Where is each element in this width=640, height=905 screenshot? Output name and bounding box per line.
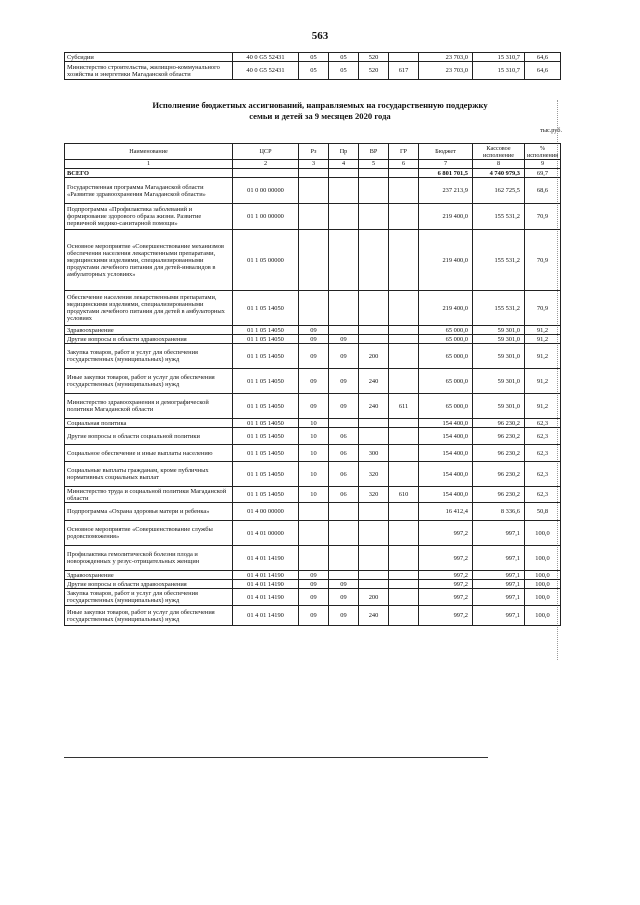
cell-name: Министерство строительства, жилищно-коммунального хозяйства и энергетики Магаданской области bbox=[65, 62, 233, 80]
cell-pct: 100,0 bbox=[525, 589, 561, 606]
cell-csr: 01 1 05 14050 bbox=[233, 291, 299, 326]
cell-csr: 40 0 G5 52431 bbox=[233, 53, 299, 62]
cell-rz: 09 bbox=[299, 606, 329, 626]
cell-vr bbox=[359, 326, 389, 335]
cell-pr bbox=[329, 204, 359, 230]
cell-name: Основное мероприятие «Совершенствование службы родовспоможения» bbox=[65, 521, 233, 546]
table-row bbox=[65, 428, 561, 445]
cell-name: Социальное обеспечение и иные выплаты населению bbox=[65, 445, 233, 462]
cell-rz: 09 bbox=[299, 369, 329, 394]
cell-csr: 01 1 05 14050 bbox=[233, 462, 299, 487]
cell-pct: 91,2 bbox=[525, 394, 561, 419]
cell-vr: 240 bbox=[359, 394, 389, 419]
report-title bbox=[100, 100, 540, 122]
cell-cash: 997,1 bbox=[473, 580, 525, 589]
cell-pr bbox=[329, 503, 359, 521]
cell-cash: 59 301,0 bbox=[473, 369, 525, 394]
cell-pr bbox=[329, 169, 359, 178]
cell-vr bbox=[359, 291, 389, 326]
cell-csr: 01 4 01 14190 bbox=[233, 589, 299, 606]
cell-pr: 09 bbox=[329, 606, 359, 626]
cell-budget: 219 400,0 bbox=[419, 230, 473, 291]
cell-gr bbox=[389, 53, 419, 62]
cell-rz: 09 bbox=[299, 335, 329, 344]
cell-cash: 96 230,2 bbox=[473, 445, 525, 462]
cell-rz: 09 bbox=[299, 580, 329, 589]
cell-vr bbox=[359, 419, 389, 428]
column-number: 9 bbox=[525, 160, 561, 169]
table-row bbox=[65, 589, 561, 606]
column-number: 1 bbox=[65, 160, 233, 169]
cell-pct: 69,7 bbox=[525, 169, 561, 178]
cell-csr: 01 4 00 00000 bbox=[233, 503, 299, 521]
cell-cash: 997,1 bbox=[473, 589, 525, 606]
cell-pct: 50,8 bbox=[525, 503, 561, 521]
cell-budget: 997,2 bbox=[419, 589, 473, 606]
cell-gr bbox=[389, 204, 419, 230]
cell-pct: 100,0 bbox=[525, 580, 561, 589]
cell-name: Иные закупки товаров, работ и услуг для обеспечения государственных (муниципальных) нужд bbox=[65, 606, 233, 626]
cell-budget: 154 400,0 bbox=[419, 428, 473, 445]
cell-vr bbox=[359, 204, 389, 230]
cell-rz: 10 bbox=[299, 445, 329, 462]
cell-cash: 155 531,2 bbox=[473, 204, 525, 230]
cell-name: Другие вопросы в области здравоохранения bbox=[65, 335, 233, 344]
cell-budget: 997,2 bbox=[419, 521, 473, 546]
cell-pct: 64,6 bbox=[525, 62, 561, 80]
cell-name: Субсидии bbox=[65, 53, 233, 62]
cell-budget: 6 801 701,5 bbox=[419, 169, 473, 178]
cell-csr: 01 4 01 14190 bbox=[233, 606, 299, 626]
cell-csr: 01 0 00 00000 bbox=[233, 178, 299, 204]
page-number: 563 bbox=[311, 30, 329, 42]
cell-pct: 70,9 bbox=[525, 291, 561, 326]
cell-budget: 154 400,0 bbox=[419, 487, 473, 503]
cell-vr: 300 bbox=[359, 445, 389, 462]
table-row bbox=[65, 53, 561, 62]
cell-vr: 200 bbox=[359, 589, 389, 606]
cell-gr bbox=[389, 580, 419, 589]
table-row bbox=[65, 178, 561, 204]
cell-gr bbox=[389, 589, 419, 606]
cell-pr bbox=[329, 546, 359, 571]
cell-vr: 520 bbox=[359, 53, 389, 62]
cell-name: Основное мероприятие «Совершенствование механизмов обеспечения населения лекарственными препаратами, медицинскими изделиями, специализированными продуктами лечебного питания для детей-инвалидов в амбулаторных условиях» bbox=[65, 230, 233, 291]
cell-gr: 611 bbox=[389, 394, 419, 419]
cell-pct: 91,2 bbox=[525, 326, 561, 335]
cell-budget: 65 000,0 bbox=[419, 369, 473, 394]
cell-gr bbox=[389, 169, 419, 178]
cell-pr: 09 bbox=[329, 589, 359, 606]
cell-vr bbox=[359, 503, 389, 521]
cell-gr bbox=[389, 335, 419, 344]
cell-csr: 01 4 01 14190 bbox=[233, 571, 299, 580]
cell-cash: 997,1 bbox=[473, 546, 525, 571]
cell-vr: 320 bbox=[359, 487, 389, 503]
cell-cash: 15 310,7 bbox=[473, 53, 525, 62]
cell-gr bbox=[389, 606, 419, 626]
cell-rz bbox=[299, 521, 329, 546]
cell-csr: 40 0 G5 52431 bbox=[233, 62, 299, 80]
table-row bbox=[65, 580, 561, 589]
cell-cash: 59 301,0 bbox=[473, 326, 525, 335]
footer-rule bbox=[64, 757, 488, 758]
cell-vr bbox=[359, 428, 389, 445]
cell-vr bbox=[359, 169, 389, 178]
cell-gr bbox=[389, 462, 419, 487]
cell-vr bbox=[359, 521, 389, 546]
cell-csr: 01 1 00 00000 bbox=[233, 204, 299, 230]
cell-csr: 01 1 05 14050 bbox=[233, 344, 299, 369]
cell-vr bbox=[359, 546, 389, 571]
header-pr: Пр bbox=[329, 144, 359, 160]
header-name: Наименование bbox=[65, 144, 233, 160]
cell-rz: 10 bbox=[299, 419, 329, 428]
cell-csr: 01 4 01 14190 bbox=[233, 580, 299, 589]
cell-name: Министерство здравоохранения и демографической политики Магаданской области bbox=[65, 394, 233, 419]
cell-cash: 155 531,2 bbox=[473, 230, 525, 291]
cell-rz: 09 bbox=[299, 589, 329, 606]
header-gr: ГР bbox=[389, 144, 419, 160]
table-row bbox=[65, 419, 561, 428]
cell-pr: 05 bbox=[329, 62, 359, 80]
cell-pr: 09 bbox=[329, 394, 359, 419]
table-row bbox=[65, 291, 561, 326]
cell-rz bbox=[299, 291, 329, 326]
cell-gr bbox=[389, 419, 419, 428]
cell-pr bbox=[329, 419, 359, 428]
cell-rz bbox=[299, 178, 329, 204]
header-budget: Бюджет bbox=[419, 144, 473, 160]
cell-name: Другие вопросы в области социальной политики bbox=[65, 428, 233, 445]
cell-cash: 96 230,2 bbox=[473, 428, 525, 445]
cell-budget: 65 000,0 bbox=[419, 326, 473, 335]
cell-csr: 01 1 05 14050 bbox=[233, 326, 299, 335]
table-row bbox=[65, 606, 561, 626]
table-row bbox=[65, 462, 561, 487]
cell-rz: 09 bbox=[299, 571, 329, 580]
table-row bbox=[65, 204, 561, 230]
cell-vr bbox=[359, 580, 389, 589]
cell-rz: 05 bbox=[299, 53, 329, 62]
cell-budget: 154 400,0 bbox=[419, 462, 473, 487]
cell-budget: 154 400,0 bbox=[419, 445, 473, 462]
table-row bbox=[65, 62, 561, 80]
cell-cash: 59 301,0 bbox=[473, 335, 525, 344]
cell-cash: 96 230,2 bbox=[473, 462, 525, 487]
cell-pr: 05 bbox=[329, 53, 359, 62]
cell-name: Иные закупки товаров, работ и услуг для обеспечения государственных (муниципальных) нужд bbox=[65, 369, 233, 394]
cell-vr: 240 bbox=[359, 369, 389, 394]
cell-pr bbox=[329, 291, 359, 326]
header-cash: Кассовое исполнение bbox=[473, 144, 525, 160]
cell-cash: 59 301,0 bbox=[473, 394, 525, 419]
cell-vr bbox=[359, 335, 389, 344]
cell-budget: 997,2 bbox=[419, 580, 473, 589]
cell-rz: 10 bbox=[299, 428, 329, 445]
header-pct: % исполнения bbox=[525, 144, 561, 160]
cell-name: Обеспечение населения лекарственными препаратами, медицинскими изделиями, специализированными продуктами лечебного питания для детей в амбулаторных условиях bbox=[65, 291, 233, 326]
cell-cash: 155 531,2 bbox=[473, 291, 525, 326]
table-header-row bbox=[65, 144, 561, 160]
cell-name: Социальные выплаты гражданам, кроме публичных нормативных социальных выплат bbox=[65, 462, 233, 487]
cell-budget: 16 412,4 bbox=[419, 503, 473, 521]
cell-pct: 91,2 bbox=[525, 344, 561, 369]
cell-vr: 520 bbox=[359, 62, 389, 80]
cell-name: Подпрограмма «Охрана здоровья матери и ребенка» bbox=[65, 503, 233, 521]
column-number-row bbox=[65, 160, 561, 169]
cell-rz: 05 bbox=[299, 62, 329, 80]
cell-pct: 62,3 bbox=[525, 419, 561, 428]
cell-pct: 70,9 bbox=[525, 230, 561, 291]
cell-rz: 10 bbox=[299, 487, 329, 503]
table-row bbox=[65, 487, 561, 503]
cell-name: Закупка товаров, работ и услуг для обеспечения государственных (муниципальных) нужд bbox=[65, 344, 233, 369]
table-row bbox=[65, 326, 561, 335]
cell-gr bbox=[389, 230, 419, 291]
report-title-line2: семьи и детей за 9 месяцев 2020 года bbox=[249, 111, 391, 121]
table-row bbox=[65, 445, 561, 462]
cell-pct: 91,2 bbox=[525, 369, 561, 394]
cell-pr: 09 bbox=[329, 335, 359, 344]
cell-gr bbox=[389, 503, 419, 521]
cell-budget: 219 400,0 bbox=[419, 204, 473, 230]
column-number: 4 bbox=[329, 160, 359, 169]
cell-pct: 64,6 bbox=[525, 53, 561, 62]
table-row bbox=[65, 369, 561, 394]
cell-name: Подпрограмма «Профилактика заболеваний и формирование здорового образа жизни. Развитие первичной медико-санитарной помощи» bbox=[65, 204, 233, 230]
cell-csr: 01 1 05 14050 bbox=[233, 487, 299, 503]
cell-pr bbox=[329, 326, 359, 335]
cell-pct: 100,0 bbox=[525, 521, 561, 546]
cell-vr bbox=[359, 230, 389, 291]
column-number: 7 bbox=[419, 160, 473, 169]
cell-csr: 01 1 05 14050 bbox=[233, 428, 299, 445]
cell-pct: 68,6 bbox=[525, 178, 561, 204]
cell-pr bbox=[329, 230, 359, 291]
cell-pct: 100,0 bbox=[525, 546, 561, 571]
cell-budget: 154 400,0 bbox=[419, 419, 473, 428]
cell-name: Министерство труда и социальной политики Магаданской области bbox=[65, 487, 233, 503]
cell-rz: 09 bbox=[299, 394, 329, 419]
cell-budget: 23 703,0 bbox=[419, 62, 473, 80]
cell-csr: 01 1 05 14050 bbox=[233, 445, 299, 462]
cell-gr bbox=[389, 369, 419, 394]
cell-cash: 96 230,2 bbox=[473, 419, 525, 428]
cell-pr bbox=[329, 521, 359, 546]
cell-gr bbox=[389, 571, 419, 580]
cell-vr bbox=[359, 178, 389, 204]
cell-pct: 100,0 bbox=[525, 571, 561, 580]
column-number: 3 bbox=[299, 160, 329, 169]
cell-vr bbox=[359, 571, 389, 580]
cell-budget: 65 000,0 bbox=[419, 394, 473, 419]
cell-pct: 100,0 bbox=[525, 606, 561, 626]
cell-rz bbox=[299, 546, 329, 571]
cell-cash: 997,1 bbox=[473, 571, 525, 580]
units-label: тыс.руб. bbox=[540, 127, 562, 134]
table-row bbox=[65, 394, 561, 419]
cell-budget: 65 000,0 bbox=[419, 335, 473, 344]
header-csr: ЦСР bbox=[233, 144, 299, 160]
cell-cash: 997,1 bbox=[473, 521, 525, 546]
cell-budget: 237 213,9 bbox=[419, 178, 473, 204]
cell-rz: 10 bbox=[299, 462, 329, 487]
table-row bbox=[65, 503, 561, 521]
cell-pr: 06 bbox=[329, 445, 359, 462]
cell-gr bbox=[389, 521, 419, 546]
cell-cash: 8 336,6 bbox=[473, 503, 525, 521]
cell-pct: 91,2 bbox=[525, 335, 561, 344]
cell-pct: 62,3 bbox=[525, 462, 561, 487]
cell-csr: 01 1 05 14050 bbox=[233, 419, 299, 428]
cell-rz bbox=[299, 230, 329, 291]
cell-name: Государственная программа Магаданской области «Развитие здравоохранения Магаданской области» bbox=[65, 178, 233, 204]
table-row bbox=[65, 344, 561, 369]
report-title-line1: Исполнение бюджетных ассигнований, направляемых на государственную поддержку bbox=[152, 100, 488, 110]
cell-gr bbox=[389, 326, 419, 335]
cell-cash: 4 740 979,3 bbox=[473, 169, 525, 178]
cell-name: Социальная политика bbox=[65, 419, 233, 428]
cell-rz bbox=[299, 169, 329, 178]
cell-budget: 997,2 bbox=[419, 546, 473, 571]
cell-cash: 162 725,5 bbox=[473, 178, 525, 204]
cell-pr bbox=[329, 178, 359, 204]
cell-pr bbox=[329, 571, 359, 580]
cell-cash: 997,1 bbox=[473, 606, 525, 626]
cell-budget: 997,2 bbox=[419, 571, 473, 580]
cell-budget: 65 000,0 bbox=[419, 344, 473, 369]
cell-pr: 06 bbox=[329, 428, 359, 445]
cell-rz bbox=[299, 503, 329, 521]
cell-rz: 09 bbox=[299, 344, 329, 369]
cell-name: ВСЕГО bbox=[65, 169, 233, 178]
table-row bbox=[65, 571, 561, 580]
cell-pr: 09 bbox=[329, 344, 359, 369]
cell-csr: 01 1 05 00000 bbox=[233, 230, 299, 291]
cell-budget: 997,2 bbox=[419, 606, 473, 626]
cell-gr bbox=[389, 546, 419, 571]
cell-cash: 15 310,7 bbox=[473, 62, 525, 80]
continued-table bbox=[64, 52, 561, 80]
column-number: 6 bbox=[389, 160, 419, 169]
cell-pr: 09 bbox=[329, 369, 359, 394]
cell-pr: 06 bbox=[329, 462, 359, 487]
cell-rz: 09 bbox=[299, 326, 329, 335]
table-row bbox=[65, 521, 561, 546]
cell-pr: 09 bbox=[329, 580, 359, 589]
table-row bbox=[65, 546, 561, 571]
cell-gr bbox=[389, 428, 419, 445]
cell-vr: 240 bbox=[359, 606, 389, 626]
table-row bbox=[65, 335, 561, 344]
header-rz: Рз bbox=[299, 144, 329, 160]
cell-pct: 70,9 bbox=[525, 204, 561, 230]
cell-csr bbox=[233, 169, 299, 178]
cell-budget: 23 703,0 bbox=[419, 53, 473, 62]
cell-vr: 320 bbox=[359, 462, 389, 487]
cell-csr: 01 1 05 14050 bbox=[233, 369, 299, 394]
cell-csr: 01 1 05 14050 bbox=[233, 335, 299, 344]
cell-cash: 59 301,0 bbox=[473, 344, 525, 369]
cell-vr: 200 bbox=[359, 344, 389, 369]
cell-gr: 617 bbox=[389, 62, 419, 80]
cell-pct: 62,3 bbox=[525, 428, 561, 445]
cell-gr bbox=[389, 178, 419, 204]
cell-csr: 01 4 01 14190 bbox=[233, 546, 299, 571]
column-number: 2 bbox=[233, 160, 299, 169]
header-vr: ВР bbox=[359, 144, 389, 160]
cell-name: Закупка товаров, работ и услуг для обеспечения государственных (муниципальных) нужд bbox=[65, 589, 233, 606]
cell-pr: 06 bbox=[329, 487, 359, 503]
cell-gr: 610 bbox=[389, 487, 419, 503]
cell-rz bbox=[299, 204, 329, 230]
cell-name: Профилактика гемолитической болезни плода и новорожденных у резус-отрицательных женщин bbox=[65, 546, 233, 571]
cell-budget: 219 400,0 bbox=[419, 291, 473, 326]
cell-cash: 96 230,2 bbox=[473, 487, 525, 503]
budget-table bbox=[64, 143, 561, 626]
cell-name: Другие вопросы в области здравоохранения bbox=[65, 580, 233, 589]
cell-gr bbox=[389, 291, 419, 326]
cell-gr bbox=[389, 344, 419, 369]
column-number: 5 bbox=[359, 160, 389, 169]
column-number: 8 bbox=[473, 160, 525, 169]
cell-name: Здравоохранение bbox=[65, 326, 233, 335]
cell-csr: 01 4 01 00000 bbox=[233, 521, 299, 546]
cell-csr: 01 1 05 14050 bbox=[233, 394, 299, 419]
table-row bbox=[65, 230, 561, 291]
cell-name: Здравоохранение bbox=[65, 571, 233, 580]
cell-pct: 62,3 bbox=[525, 445, 561, 462]
table-row bbox=[65, 169, 561, 178]
cell-gr bbox=[389, 445, 419, 462]
cell-pct: 62,3 bbox=[525, 487, 561, 503]
